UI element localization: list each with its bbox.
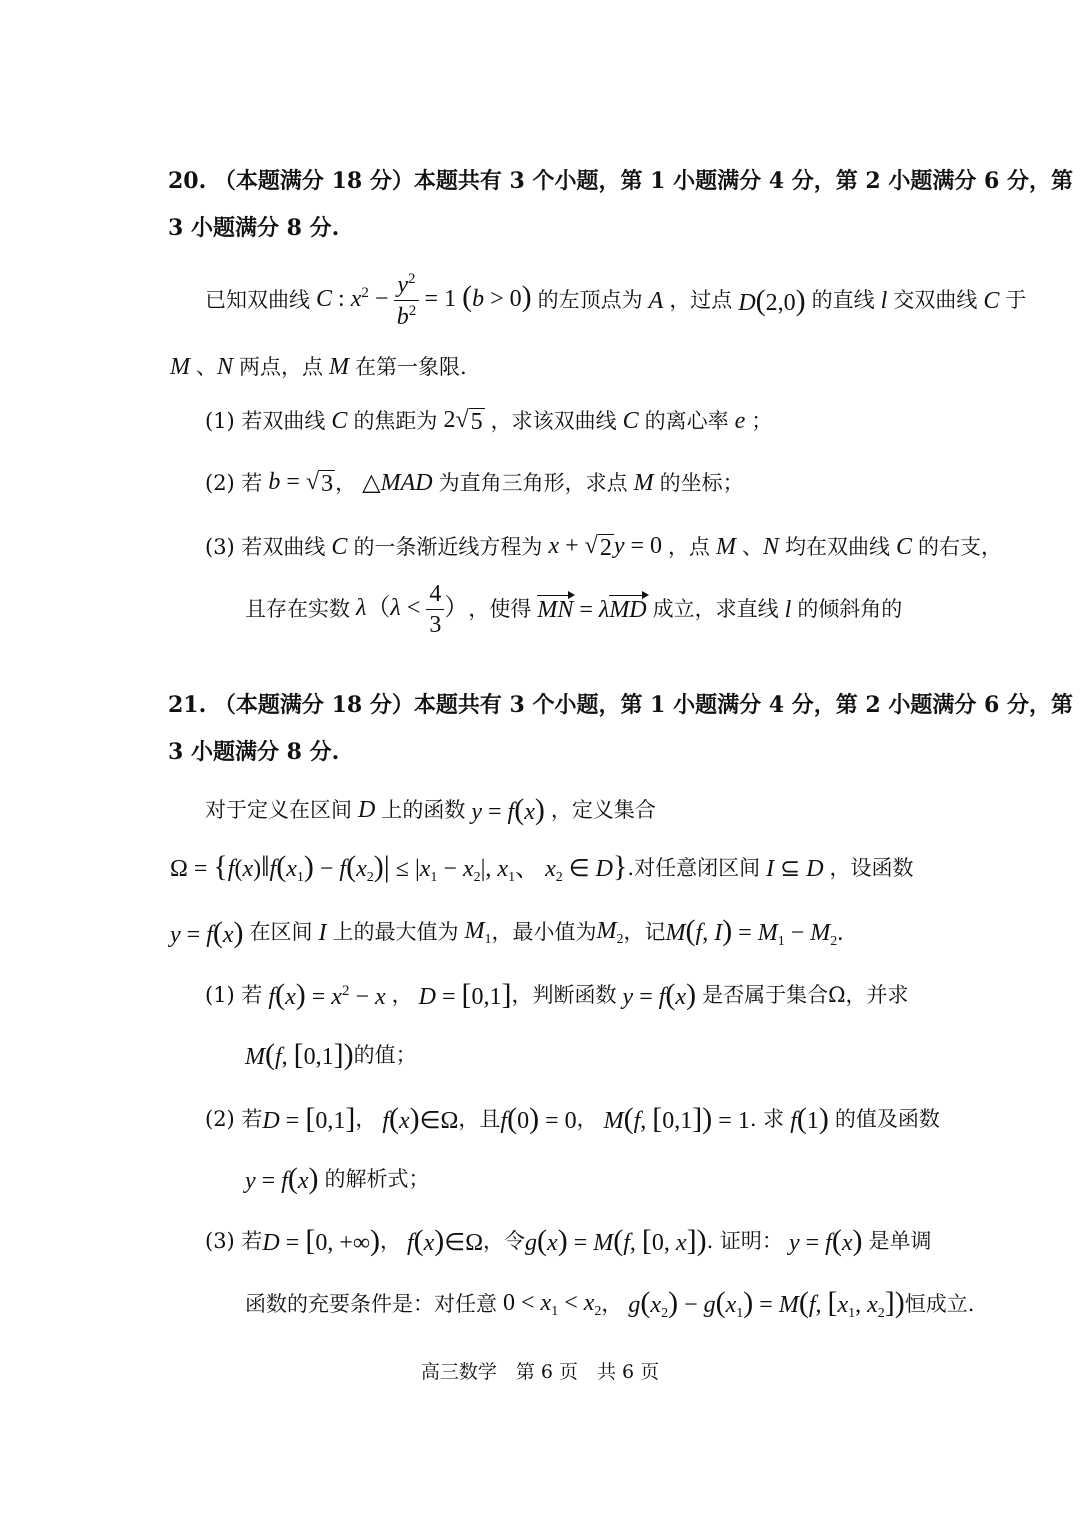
q20-stem-text: 于 xyxy=(1005,288,1027,312)
math-var: C xyxy=(325,534,354,560)
q21-header-line1: 21. （本题满分 18 分）本题共有 3 个小题，第 1 小题满分 4 分，第 2 小题满分 6 分，第 xyxy=(168,692,1073,718)
f-in-omega: f(x)∈Ω xyxy=(382,1102,459,1135)
q21-header-line2: 3 小题满分 8 分. xyxy=(168,739,340,765)
part-text: 是单调 xyxy=(868,1228,932,1253)
q20-stem-text: 在第一象限. xyxy=(355,355,467,379)
focal-length-value: 2 √ 5 xyxy=(437,407,483,435)
q21-stem-text: ，设函数 xyxy=(829,856,914,880)
math-var: N xyxy=(763,534,786,560)
q21-stem-line2 xyxy=(170,852,914,885)
q20-part2 xyxy=(205,470,744,496)
q21-stem-text: 上的最大值为 xyxy=(332,920,459,944)
min-value-m2: $M_2$ xyxy=(596,917,624,947)
q21-stem-text: .对任意闭区间 xyxy=(627,856,761,880)
part-text: ，令 xyxy=(483,1228,526,1253)
vector-equation: MN = λMD xyxy=(537,596,647,623)
hyperbola-equation: C : $x^2$ − $\frac{y^2}{b^2}$ = 1 (b > 0) xyxy=(316,271,532,330)
function-y: y = f(x) xyxy=(788,1224,863,1257)
punct: 、 xyxy=(742,534,764,559)
part-text: ， xyxy=(391,982,413,1007)
g-definition: g(x) = M(f, [0, x]) xyxy=(525,1224,707,1257)
q21-stem-line1 xyxy=(205,795,656,825)
q20-header-line2: 3 小题满分 8 分. xyxy=(168,215,340,241)
q20-part3-line1 xyxy=(205,534,1002,560)
part-text: 的离心率 xyxy=(644,408,729,433)
part-label: (3) 若双曲线 xyxy=(205,534,326,559)
math-var: N xyxy=(217,354,240,380)
part-label: (2) 若 xyxy=(205,1106,263,1131)
part-text: 且存在实数 xyxy=(245,597,350,621)
part-text: ， xyxy=(576,1106,598,1131)
part-text: ，点 xyxy=(668,534,711,559)
part-text: 的解析式； xyxy=(324,1166,430,1191)
domain-d: D = [0,1] xyxy=(262,1102,356,1135)
q21-stem-text: ，记 xyxy=(623,920,666,944)
part-text: 成立，求直线 xyxy=(652,597,779,621)
part-text: ； xyxy=(751,408,773,433)
x-order-condition: $0 < x_1 < x_2$ xyxy=(497,1289,602,1319)
part-text: 的值； xyxy=(353,1042,417,1067)
math-var: C xyxy=(616,408,645,434)
part-text: . 证明： xyxy=(706,1228,783,1253)
math-var: M xyxy=(710,534,743,560)
part-label: (1) 若双曲线 xyxy=(205,408,326,433)
part-label: (1) 若 xyxy=(205,982,263,1007)
part-text: 均在双曲线 xyxy=(785,534,891,559)
function-y: y = f(x) xyxy=(245,1162,319,1195)
q21-stem-text: 上的函数 xyxy=(381,797,466,822)
function-y: y = f(x) xyxy=(471,793,545,826)
triangle-mad: △MAD xyxy=(356,470,433,496)
math-var: C xyxy=(890,534,919,560)
lambda-condition: λ（λ < $\frac{4}{3}$ ） xyxy=(356,581,469,638)
math-var: l xyxy=(874,287,894,314)
part-text: ，判断函数 xyxy=(511,982,617,1007)
part-text: ，且 xyxy=(458,1106,501,1131)
max-value-m1: $M_1$ xyxy=(464,917,492,947)
q21-part2-line2 xyxy=(245,1164,430,1194)
page-footer: 高三数学 第 6 页 共 6 页 xyxy=(420,1361,660,1383)
q20-stem-line1 xyxy=(205,272,1026,329)
domain-d: D = [0, +∞) xyxy=(262,1224,380,1257)
q20-header-line1: 20. （本题满分 18 分）本题共有 3 个小题，第 1 小题满分 4 分，第 2 小题满分 6 分，第 xyxy=(168,168,1073,194)
part-text: 的焦距为 xyxy=(353,408,438,433)
part-text: ， xyxy=(355,1106,377,1131)
q21-stem-text: ，最小值为 xyxy=(491,920,597,944)
part-text: ， xyxy=(601,1292,623,1316)
part-text: ， xyxy=(335,470,357,495)
q21-part3-line1 xyxy=(205,1226,931,1256)
part-text: ，求该双曲线 xyxy=(490,408,617,433)
punct: 、 xyxy=(196,355,217,379)
q20-part3-line2 xyxy=(245,582,902,637)
q21-stem-line3 xyxy=(170,916,843,949)
q20-stem-line2 xyxy=(170,355,467,379)
m-expression: M(f, [0,1]) = 1 xyxy=(603,1102,750,1135)
part-text: 的一条渐近线方程为 xyxy=(353,534,543,559)
part-text: . 求 xyxy=(749,1106,785,1131)
math-var: M xyxy=(627,470,660,496)
q20-stem-text: 的左顶点为 xyxy=(537,288,643,312)
q21-part1-line1 xyxy=(205,980,909,1010)
set-omega-definition: $\Omega = \{f(x)‖f(x_1) - f(x_2)| \le |x_1 - x_2|$, $x_1$、 $x_2$ ∈ D} xyxy=(170,850,628,885)
f-definition: $f(x) = x^2 - x$ xyxy=(268,978,386,1011)
q21-part1-line2 xyxy=(245,1040,417,1070)
interval-subset: I ⊆ D xyxy=(766,855,824,882)
asymptote-equation: x + √ 2 y = 0 xyxy=(548,533,669,561)
math-var: l xyxy=(778,596,798,623)
math-var: M xyxy=(170,354,196,380)
function-y: y = f(x) xyxy=(622,978,697,1011)
math-var: I xyxy=(312,919,333,946)
math-var: C xyxy=(977,287,1006,314)
part-text: ，使得 xyxy=(468,597,532,621)
math-var: C xyxy=(325,408,354,434)
m-expression: M(f, [0,1]) xyxy=(245,1038,354,1071)
f-in-omega: f(x)∈Ω xyxy=(406,1224,484,1257)
q21-stem-text: 在区间 xyxy=(249,920,313,944)
part-label: (2) 若 xyxy=(205,470,263,495)
q21-stem-text: ，定义集合 xyxy=(550,797,656,822)
part-text: 的值及函数 xyxy=(834,1106,940,1131)
m-definition: M(f, $I) = M_1 - M_2$. xyxy=(665,914,844,949)
part-text: ， xyxy=(379,1228,401,1253)
g-difference-equation: $g(x_2) - g(x_1) = M(f$, [$x_1$, $x_2$]) xyxy=(628,1286,905,1321)
q20-part1 xyxy=(205,408,772,434)
q21-stem-text: 对于定义在区间 xyxy=(205,797,352,822)
q20-stem-text: 已知双曲线 xyxy=(205,288,310,312)
f-one: f(1) xyxy=(790,1102,829,1135)
b-value: b = √ 3 xyxy=(268,469,334,497)
part-text: 的坐标； xyxy=(659,470,744,495)
q21-part3-line2 xyxy=(245,1288,974,1321)
part-text: 的倾斜角的 xyxy=(797,597,903,621)
part-text: 函数的充要条件是：对任意 xyxy=(245,1292,497,1316)
q20-stem-text: 交双曲线 xyxy=(893,288,978,312)
part-label: (3) 若 xyxy=(205,1228,263,1253)
math-var: D xyxy=(352,797,382,823)
part-text: 恒成立. xyxy=(904,1292,975,1316)
q20-stem-text: 两点，点 xyxy=(239,355,324,379)
function-y: y = f(x) xyxy=(170,915,244,949)
math-var: M xyxy=(323,354,356,380)
q20-stem-text: 的直线 xyxy=(811,288,875,312)
part-text: 是否属于集合Ω，并求 xyxy=(702,982,909,1007)
q21-part2-line1 xyxy=(205,1104,940,1134)
math-var: e xyxy=(728,408,752,434)
point-d: D(2,0) xyxy=(738,283,806,317)
math-var: A xyxy=(642,287,670,314)
domain-d: D = [0,1] xyxy=(418,978,512,1011)
part-text: 的右支， xyxy=(918,534,1003,559)
q20-stem-text: ，过点 xyxy=(669,288,733,312)
part-text: 为直角三角形，求点 xyxy=(438,470,628,495)
f-zero-value: f(0) = 0 xyxy=(500,1102,577,1135)
